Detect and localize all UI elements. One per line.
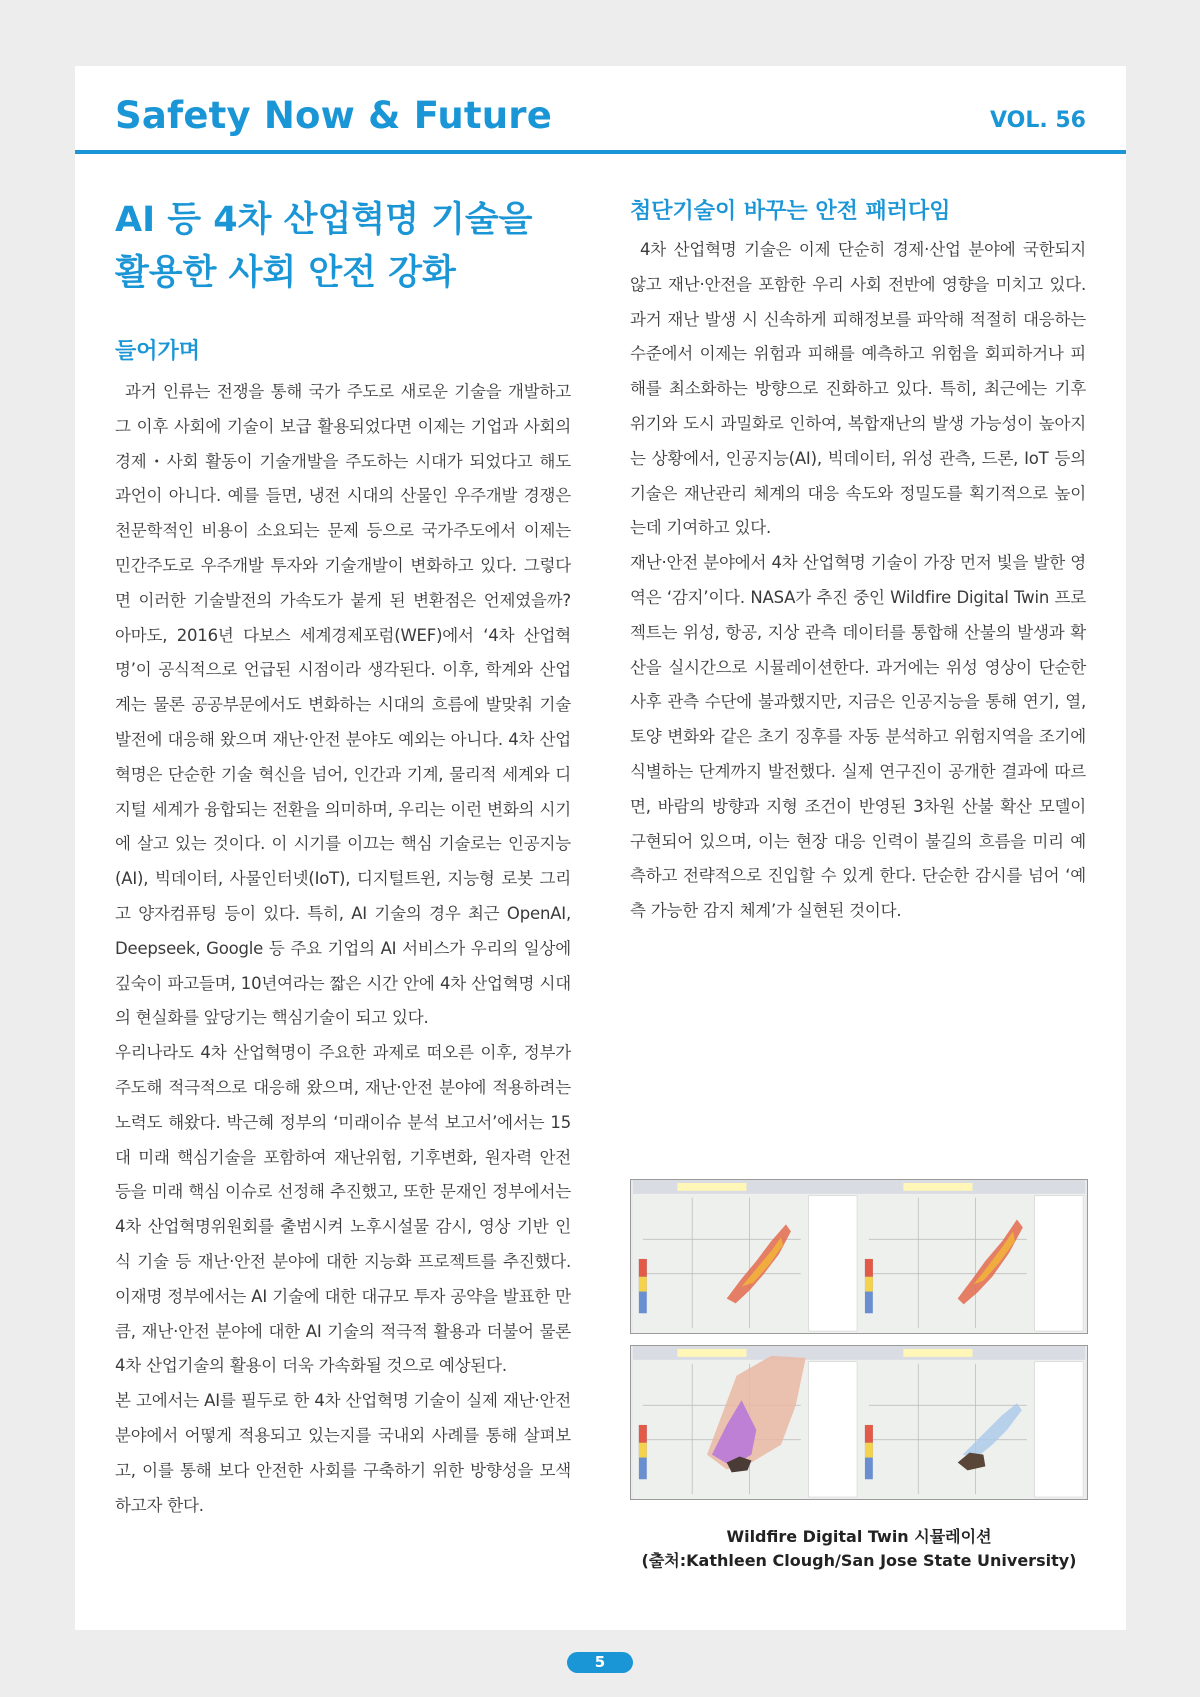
volume-label: VOL. 56 xyxy=(990,108,1086,133)
intro-heading: 들어가며 xyxy=(115,339,201,364)
intro-paragraph: 우리나라도 4차 산업혁명이 주요한 과제로 떠오른 이후, 정부가 주도해 적극적으로 대응해 왔으며, 재난·안전 분야에 적용하려는 노력도 해왔다. 박근혜 정부의 ‘미래이슈 분석 보고서’에서는 15대 미래 핵심기술을 포함하여 재난위험, 기후변화, 원자력 안전 등을 미래 핵심 이슈로 선정해 추진했고, 또한 문재인 정부에서는 4차 산업혁명위원회를 출범시켜 노후시설물 감시, 영상 기반 인식 기술 등 재난·안전 분야에 대한 지능화 프로젝트를 추진했다. 이재명 정부에서는 AI 기술에 대한 대규모 투자 공약을 발표한 만큼, 재난·안전 분야에 대한 AI 기술의 적극적 활용과 더불어 물론 4차 산업기술의 활용이 더욱 가속화될 것으로 예상된다. xyxy=(115,1043,571,1376)
intro-paragraph: 본 고에서는 AI를 필두로 한 4차 산업혁명 기술이 실제 재난·안전 분야에서 어떻게 적용되고 있는지를 국내외 사례를 통해 살펴보고, 이를 통해 보다 안전한 사회를 구축하기 위한 방향성을 모색하고자 한다. xyxy=(115,1391,571,1515)
intro-paragraph: 과거 인류는 전쟁을 통해 국가 주도로 새로운 기술을 개발하고 그 이후 사회에 기술이 보급 활용되었다면 이제는 기업과 사회의 경제・사회 활동이 기술개발을 주도하는 시대가 되었다고 해도 과언이 아니다. 예를 들면, 냉전 시대의 산물인 우주개발 경쟁은 천문학적인 비용이 소요되는 문제 등으로 국가주도에서 이제는 민간주도로 우주개발 투자와 기술개발이 변화하고 있다. 그렇다면 이러한 기술발전의 가속도가 붙게 된 변환점은 언제였을까? 아마도, 2016년 다보스 세계경제포럼(WEF)에서 ‘4차 산업혁명’이 공식적으로 언급된 시점이라 생각된다. 이후, 학계와 산업계는 물론 공공부문에서도 변화하는 시대의 흐름에 발맞춰 기술발전에 대응해 왔으며 재난·안전 분야도 예외는 아니다. 4차 산업혁명은 단순한 기술 혁신을 넘어, 인간과 기계, 물리적 세계와 디지털 세계가 융합되는 전환을 의미하며, 우리는 이런 변화의 시기에 살고 있는 것이다. 이 시기를 이끄는 핵심 기술로는 인공지능(AI), 빅데이터, 사물인터넷(IoT), 디지털트윈, 지능형 로봇 그리고 양자컴퓨팅 등이 있다. 특히, AI 기술의 경우 최근 OpenAI, Deepseek, Google 등 주요 기업의 AI 서비스가 우리의 일상에 깊숙이 파고들며, 10년여라는 짧은 시간 안에 4차 산업혁명 시대의 현실화를 앞당기는 핵심기술이 되고 있다. xyxy=(115,382,571,1028)
wildfire-figure xyxy=(630,1179,1088,1570)
article-title-line1: AI 등 4차 산업혁명 기술을 xyxy=(115,200,533,240)
right-column xyxy=(630,194,1086,929)
brand-title: Safety Now & Future xyxy=(115,94,553,137)
section-heading: 첨단기술이 바꾸는 안전 패러다임 xyxy=(630,199,951,224)
figure-caption xyxy=(630,1525,1088,1573)
article-title xyxy=(115,194,571,300)
page-number: 5 xyxy=(567,1652,633,1673)
article-title-line2: 활용한 사회 안전 강화 xyxy=(115,253,456,293)
section-paragraph: 재난·안전 분야에서 4차 산업혁명 기술이 가장 먼저 빛을 발한 영역은 ‘감지’이다. NASA가 추진 중인 Wildfire Digital Twin 프로젝트는 위성, 항공, 지상 관측 데이터를 통합해 산불의 발생과 확산을 실시간으로 시뮬레이션한다. 과거에는 위성 영상이 단순한 사후 관측 수단에 불과했지만, 지금은 인공지능을 통해 연기, 열, 토양 변화와 같은 초기 징후를 자동 분석하고 위험지역을 조기에 식별하는 단계까지 발전했다. 실제 연구진이 공개한 결과에 따르면, 바람의 방향과 지형 조건이 반영된 3차원 산불 확산 모델이 구현되어 있으며, 이는 현장 대응 인력이 불길의 흐름을 미리 예측하고 전략적으로 진입할 수 있게 한다. 단순한 감시를 넘어 ‘예측 가능한 감지 체계’가 실현된 것이다. xyxy=(630,553,1086,921)
page-sheet xyxy=(75,66,1126,1630)
header-divider xyxy=(75,150,1126,154)
left-column xyxy=(115,194,571,1523)
figure-caption-source: (출처:Kathleen Clough/San Jose State University) xyxy=(641,1551,1077,1570)
figure-caption-title: Wildfire Digital Twin 시뮬레이션 xyxy=(726,1527,992,1546)
simulation-screenshot-top xyxy=(630,1179,1088,1334)
section-paragraph: 4차 산업혁명 기술은 이제 단순히 경제·산업 분야에 국한되지 않고 재난·안전을 포함한 우리 사회 전반에 영향을 미치고 있다. 과거 재난 발생 시 신속하게 피해정보를 파악해 적절히 대응하는 수준에서 이제는 위험과 피해를 예측하고 위험을 회피하거나 피해를 최소화하는 방향으로 진화하고 있다. 특히, 최근에는 기후 위기와 도시 과밀화로 인하여, 복합재난의 발생 가능성이 높아지는 상황에서, 인공지능(AI), 빅데이터, 위성 관측, 드론, IoT 등의 기술은 재난관리 체계의 대응 속도와 정밀도를 획기적으로 높이는데 기여하고 있다. xyxy=(630,240,1086,538)
simulation-screenshot-bottom xyxy=(630,1345,1088,1500)
